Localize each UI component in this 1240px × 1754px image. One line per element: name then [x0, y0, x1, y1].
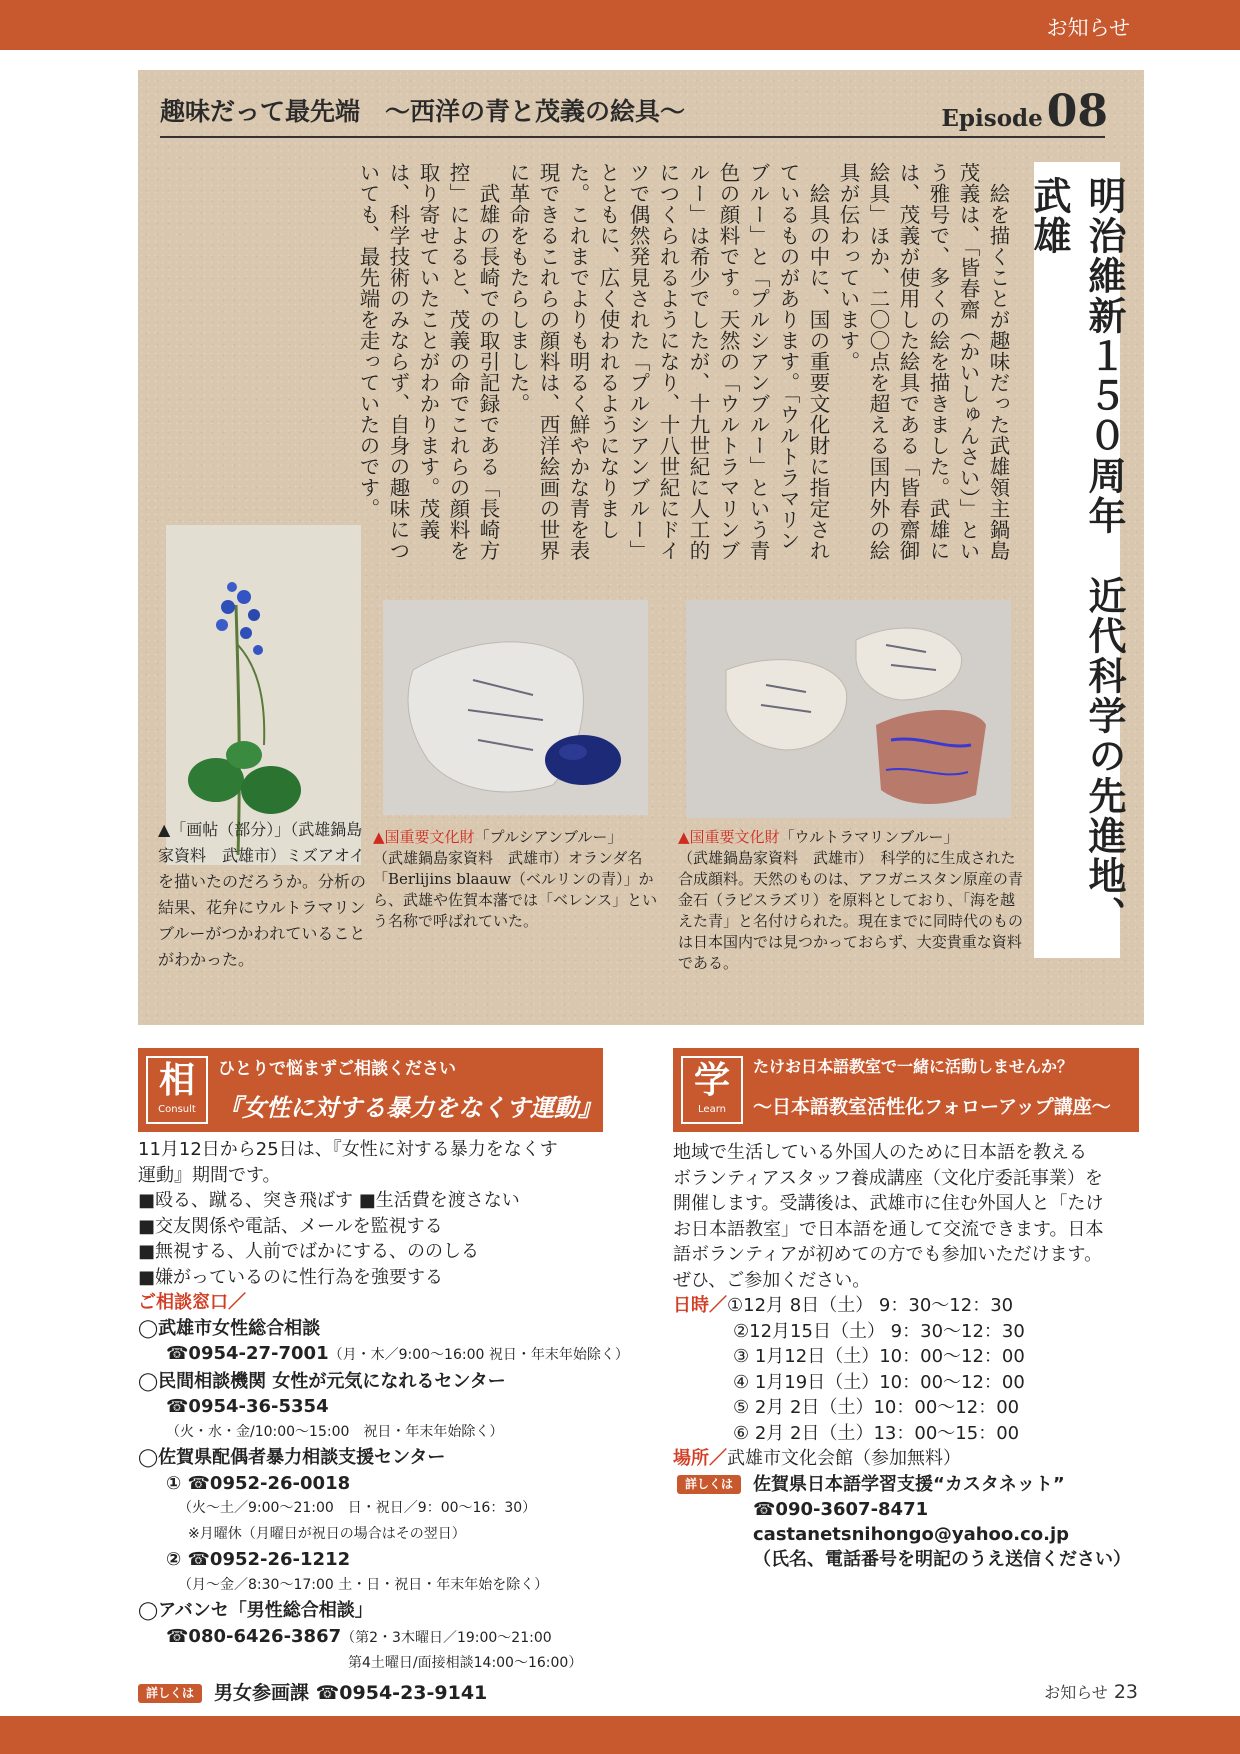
org2-hours: （火・水・金/10:00～15:00 祝日・年末年始除く） — [166, 1423, 504, 1440]
org2-phone: ☎0954-36-5354 — [166, 1396, 329, 1417]
consult-window-heading: ご相談窓口／ — [138, 1292, 246, 1313]
page-number — [1044, 1680, 1138, 1703]
iris-painting-photo — [166, 525, 361, 865]
schedule-item-3: ③ 1月12日（土）10：00～12：00 — [733, 1346, 1025, 1367]
learn-contact-email: castanetsnihongo@yahoo.co.jp — [753, 1523, 1070, 1545]
prussian-blue-photo — [383, 600, 648, 815]
org2-name: ◯民間相談機関 女性が元気になれるセンター — [138, 1370, 506, 1392]
prussian-body: （武雄鍋島家資料 武雄市）オランダ名「Berlijins blaauw（ベルリンの青）」から、武雄や佐賀本藩では「ベレンス」という名称で呼ばれていた。 — [373, 849, 658, 930]
consult-bullet-2: ■交友関係や電話、メールを監視する — [138, 1215, 443, 1237]
article-paragraph-2: 絵具の中に、国の重要文化財に指定されているものがあります。「ウルトラマリンブルー」と「プルシアンブルー」という青色の顔料です。天然の「ウルトラマリンブルー」は希少でしたが、十九世紀に人工的につくられるようになり、十八世紀にドイツで偶然発見された「プルシアンブルー」とともに、広く使われるようになりました。これまでよりも明るく鮮やかな青を表現できるこれらの顔料は、西洋絵画の世界に革命をもたらしました。 — [506, 162, 830, 561]
page-label: お知らせ — [1044, 1683, 1108, 1702]
learn-contact-block — [673, 1472, 1143, 1572]
episode-marker — [941, 86, 1108, 137]
consult-intro-1: 11月12日から25日は、『女性に対する暴力をなくす — [138, 1139, 558, 1160]
consult-subtitle: ひとりで悩まずご相談ください — [218, 1059, 456, 1079]
learn-details-tag: 詳しくは — [677, 1475, 741, 1494]
org3-phone-1: ① ☎0952-26-0018 — [166, 1472, 351, 1494]
article-paragraph-3: 武雄の長崎での取引記録である「長崎方控」によると、茂義の命でこれらの顔料を取り寄せていたことがわかります。茂義は、科学技術のみならず、自身の趣味についても、最先端を走っていたのです。 — [356, 162, 500, 561]
ultra-title: 「ウルトラマリンブルー」 — [779, 828, 959, 846]
learn-intro-6: ぜひ、ご参加ください。 — [673, 1269, 871, 1291]
learn-intro-3: 開催します。受講後は、武雄市に住む外国人と「たけ — [673, 1193, 1104, 1214]
org3-hours-2: （月～金／8:30～17:00 土・日・祝日・年末年始を除く） — [178, 1576, 549, 1593]
org3-hours-1: （火～土／9:00～21:00 日・祝日／9：00～16：30） — [178, 1500, 537, 1516]
schedule-label: 日時／ — [673, 1295, 727, 1316]
org1-hours: （月・木／9:00～16:00 祝日・年末年始除く） — [328, 1347, 629, 1363]
consult-header — [138, 1048, 603, 1132]
learn-intro-2: ボランティアスタッフ養成講座（文化庁委託事業）を — [673, 1167, 1103, 1189]
learn-intro-4: お日本語教室」で日本語を通して交流できます。日本 — [673, 1218, 1104, 1240]
learn-icon-kanji: 学 — [693, 1060, 730, 1101]
schedule-item-1: ①12月 8日（土） 9：30～12：30 — [727, 1295, 1014, 1316]
ultramarine-blue-photo — [686, 600, 1011, 818]
vertical-title-box — [1027, 162, 1127, 958]
learn-contact-org: 佐賀県日本語学習支援“カスタネット” — [753, 1473, 1065, 1495]
learn-body — [673, 1140, 1143, 1572]
prussian-tag: ▲国重要文化財 — [373, 828, 475, 846]
learn-subtitle: たけお日本語教室で一緒に活動しませんか？ — [753, 1057, 1074, 1076]
consult-icon-en: Consult — [158, 1104, 196, 1115]
consult-bullet-1: ■殴る、蹴る、突き飛ばす ■生活費を渡さない — [138, 1190, 520, 1211]
learn-icon — [681, 1056, 743, 1124]
consult-icon-kanji: 相 — [158, 1060, 195, 1101]
place-label: 場所／ — [673, 1448, 727, 1469]
consult-bullet-4: ■嫌がっているのに性行為を強要する — [138, 1266, 444, 1288]
learn-contact-note: （氏名、電話番号を明記のうえ送信ください） — [753, 1548, 1131, 1570]
feature-panel — [138, 70, 1144, 1025]
learn-contact-phone: ☎090-3607-8471 — [753, 1498, 929, 1520]
schedule-item-6: ⑥ 2月 2日（土）13：00～15：00 — [733, 1422, 1020, 1444]
prussian-title: 「プルシアンブルー」 — [474, 828, 623, 846]
org4-phone: ☎080-6426-3867 — [166, 1625, 342, 1647]
episode-label: Episode — [941, 105, 1043, 132]
learn-intro-5: 語ボランティアが初めての方でも参加いただけます。 — [673, 1244, 1103, 1265]
consult-icon — [146, 1056, 208, 1124]
iris-caption: ▲「画帖（部分）」（武雄鍋島家資料 武雄市）ミズアオイを描いたのだろうか。分析の結果、花弁にウルトラマリンブルーがつかわれていることがわかった。 — [158, 820, 367, 969]
learn-intro-1: 地域で生活している外国人のために日本語を教える — [673, 1142, 1087, 1163]
org4-name: ◯アバンセ「男性総合相談」 — [138, 1600, 373, 1621]
feature-heading: 趣味だって最先端 ～西洋の青と茂義の絵具～ — [160, 97, 686, 126]
org3-phone-2: ② ☎0952-26-1212 — [166, 1549, 351, 1570]
org4-hours-2: 第4土曜日/面接相談14:00～16:00） — [348, 1655, 583, 1671]
page-number-value: 23 — [1113, 1681, 1138, 1703]
consult-details-contact: 男女参画課 ☎0954-23-9141 — [214, 1681, 488, 1704]
schedule-item-2: ②12月15日（土） 9：30～12：30 — [733, 1320, 1025, 1342]
article-paragraph-1: 絵を描くことが趣味だった武雄領主鍋島茂義は、「皆春齋（かいしゅんさい）」という雅号で、多くの絵を描きました。武雄には、茂義が使用した絵具である「皆春齋御絵具」ほか、二〇〇点を超える国内外の絵具が伝わっています。 — [836, 162, 1010, 562]
org3-name: ◯佐賀県配偶者暴力相談支援センター — [138, 1447, 446, 1468]
bottom-banner — [0, 1716, 1240, 1754]
consult-details-tag: 詳しくは — [138, 1684, 202, 1703]
learn-icon-en: Learn — [698, 1104, 726, 1115]
place-value: 武雄市文化会館（参加無料） — [727, 1448, 961, 1469]
learn-title: ～日本語教室活性化フォローアップ講座～ — [753, 1096, 1111, 1118]
episode-number: 08 — [1046, 86, 1108, 137]
org4-hours-1: （第2・3木曜日／19:00～21:00 — [341, 1629, 552, 1646]
org1-name: ◯武雄市女性総合相談 — [138, 1317, 321, 1339]
ultra-tag: ▲国重要文化財 — [678, 828, 780, 846]
schedule-item-4: ④ 1月19日（土）10：00～12：00 — [733, 1371, 1025, 1393]
consult-bullet-3: ■無視する、人前でばかにする、ののしる — [138, 1241, 480, 1262]
org3-note-1: ※月曜休（月曜日が祝日の場合はその翌日） — [188, 1525, 466, 1542]
vertical-title: 明治維新１５０周年 近代科学の先進地、武雄 — [1027, 176, 1127, 936]
ultramarine-caption — [678, 827, 1023, 974]
schedule-item-5: ⑤ 2月 2日（土）10：00～12：00 — [733, 1397, 1020, 1418]
article-body — [268, 162, 1013, 562]
top-banner — [0, 0, 1240, 50]
consult-intro-2: 運動』期間です。 — [138, 1164, 281, 1186]
consult-title: 『女性に対する暴力をなくす運動』 — [218, 1094, 602, 1122]
learn-header — [673, 1048, 1139, 1132]
prussian-caption — [373, 827, 668, 932]
org1-phone: ☎0954-27-7001 — [166, 1343, 329, 1364]
section-label: お知らせ — [1046, 16, 1130, 40]
ultra-body: （武雄鍋島家資料 武雄市） 科学的に生成された合成顔料。天然のものは、アフガニスタン原産の青金石（ラピスラズリ）を原料としており、「海を越えた青」と名付けられた。現在までに同時代のものは日本国内では見つかっておらず、大変貴重な資料である。 — [678, 849, 1024, 972]
consult-body — [138, 1137, 629, 1706]
